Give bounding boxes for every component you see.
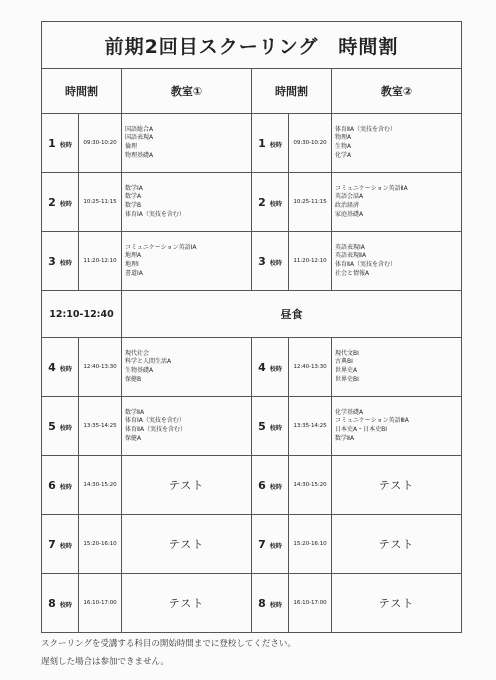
period-time: 09:30-10:20 bbox=[79, 114, 122, 173]
subject-item: コミュニケーション英語ⅢA bbox=[335, 417, 409, 425]
note-line-2: 遅刻した場合は参加できません。 bbox=[41, 657, 170, 667]
period-time: 10:25-11:15 bbox=[289, 173, 332, 232]
header-room-1: 教室① bbox=[122, 69, 252, 114]
subject-list-right bbox=[332, 173, 462, 232]
period-row bbox=[42, 515, 462, 574]
period-time: 12:40-13:30 bbox=[79, 338, 122, 397]
period-suffix: 校時 bbox=[59, 483, 72, 491]
page-title: 前期2回目スクーリング 時間割 bbox=[42, 22, 462, 69]
period-number-value: 2 bbox=[258, 195, 266, 209]
test-label-left: テスト bbox=[122, 574, 252, 633]
subject-list-right bbox=[332, 114, 462, 173]
subject-item: 化学A bbox=[335, 151, 352, 159]
subject-item: 保健A bbox=[125, 434, 142, 442]
subject-item: 体育ⅡA（実技を含む） bbox=[335, 261, 397, 268]
subject-list-left bbox=[122, 232, 252, 291]
period-time: 13:35-14:25 bbox=[289, 397, 332, 456]
period-suffix: 校時 bbox=[269, 542, 282, 550]
subject-item: コミュニケーション英語ⅡA bbox=[335, 184, 408, 192]
subject-item: 書道ⅠA bbox=[125, 269, 143, 277]
period-suffix: 校時 bbox=[269, 424, 282, 432]
period-number-value: 1 bbox=[48, 136, 56, 150]
timetable bbox=[41, 21, 462, 633]
subject-item: 生物A bbox=[335, 143, 352, 150]
period-row bbox=[42, 173, 462, 232]
period-time: 13:35-14:25 bbox=[79, 397, 122, 456]
period-time: 15:20-16:10 bbox=[79, 515, 122, 574]
period-row bbox=[42, 397, 462, 456]
subject-item: 日本史A・日本史BⅠ bbox=[335, 426, 387, 433]
period-number bbox=[252, 456, 289, 515]
period-number-value: 6 bbox=[258, 478, 266, 492]
subject-item: 物理基礎A bbox=[125, 151, 154, 159]
period-time: 11:20-12:10 bbox=[289, 232, 332, 291]
period-time: 14:30-15:20 bbox=[289, 456, 332, 515]
subject-list-left bbox=[122, 114, 252, 173]
subject-list-right bbox=[332, 338, 462, 397]
header-time-left: 時間割 bbox=[42, 69, 122, 114]
period-time: 12:40-13:30 bbox=[289, 338, 332, 397]
test-label-left: テスト bbox=[122, 456, 252, 515]
subject-item: 英語会話A bbox=[335, 193, 364, 201]
period-row bbox=[42, 232, 462, 291]
period-number-value: 7 bbox=[258, 537, 266, 551]
subject-item: 政治経済 bbox=[335, 202, 360, 209]
subject-item: 古典BⅠ bbox=[335, 358, 353, 366]
subject-item: 数学A bbox=[125, 193, 142, 201]
note-line-1: スクーリングを受講する科目の開始時間までに登校してください。 bbox=[41, 639, 296, 649]
period-number-value: 8 bbox=[258, 596, 266, 610]
period-suffix: 校時 bbox=[59, 365, 72, 373]
period-time: 16:10-17:00 bbox=[289, 574, 332, 633]
period-number-value: 6 bbox=[48, 478, 56, 492]
period-time: 14:30-15:20 bbox=[79, 456, 122, 515]
period-number bbox=[42, 114, 79, 173]
period-number-value: 8 bbox=[48, 596, 56, 610]
subject-list-left bbox=[122, 397, 252, 456]
period-number bbox=[252, 515, 289, 574]
subject-item: 英語表現ⅡA bbox=[335, 252, 367, 260]
test-label-left: テスト bbox=[122, 515, 252, 574]
subject-item: 社会と情報A bbox=[335, 269, 370, 277]
period-number bbox=[42, 173, 79, 232]
subject-item: 体育ⅠA（実技を含む） bbox=[125, 210, 185, 218]
period-time: 15:20-16:10 bbox=[289, 515, 332, 574]
period-suffix: 校時 bbox=[59, 141, 72, 149]
subject-item: 英語表現ⅠA bbox=[335, 243, 365, 251]
subject-item: 世界史A bbox=[335, 367, 358, 374]
subject-item: 保健B bbox=[125, 375, 142, 383]
subject-item: 地理Ⅰ bbox=[125, 261, 139, 268]
period-number bbox=[252, 232, 289, 291]
subject-item: 倫理 bbox=[125, 143, 138, 150]
period-row bbox=[42, 114, 462, 173]
subject-list-right bbox=[332, 232, 462, 291]
lunch-time: 12:10-12:40 bbox=[42, 291, 122, 338]
subject-item: 体育ⅠA（実技を含む） bbox=[125, 417, 185, 425]
subject-item: 家庭基礎A bbox=[335, 210, 364, 218]
subject-item: 地理A bbox=[125, 252, 142, 260]
period-row bbox=[42, 456, 462, 515]
period-suffix: 校時 bbox=[269, 200, 282, 208]
period-suffix: 校時 bbox=[59, 601, 72, 609]
period-number-value: 1 bbox=[258, 136, 266, 150]
period-row bbox=[42, 574, 462, 633]
period-time: 11:20-12:10 bbox=[79, 232, 122, 291]
period-number-value: 5 bbox=[258, 419, 266, 433]
header-room-2: 教室② bbox=[332, 69, 462, 114]
test-label-right: テスト bbox=[332, 574, 462, 633]
subject-item: 現代文BⅠ bbox=[335, 349, 359, 357]
period-suffix: 校時 bbox=[269, 601, 282, 609]
period-row bbox=[42, 338, 462, 397]
period-number bbox=[252, 338, 289, 397]
subject-list-left bbox=[122, 338, 252, 397]
test-label-right: テスト bbox=[332, 515, 462, 574]
period-number-value: 3 bbox=[48, 254, 56, 268]
subject-item: 数学ⅠA bbox=[125, 184, 143, 192]
subject-item: 数学B bbox=[125, 202, 142, 209]
period-number bbox=[42, 338, 79, 397]
period-suffix: 校時 bbox=[59, 200, 72, 208]
period-suffix: 校時 bbox=[269, 483, 282, 491]
subject-item: 国語表現A bbox=[125, 134, 154, 142]
period-number bbox=[42, 574, 79, 633]
period-suffix: 校時 bbox=[59, 259, 72, 267]
subject-item: 世界史BⅠ bbox=[335, 375, 359, 383]
period-number bbox=[42, 232, 79, 291]
subject-item: 化学基礎A bbox=[335, 408, 364, 416]
subject-item: 体育ⅡA（実技を含む） bbox=[125, 426, 187, 433]
period-suffix: 校時 bbox=[269, 259, 282, 267]
period-number-value: 3 bbox=[258, 254, 266, 268]
subject-item: 現代社会 bbox=[125, 349, 150, 357]
period-time: 10:25-11:15 bbox=[79, 173, 122, 232]
subject-list-right bbox=[332, 397, 462, 456]
period-time: 16:10-17:00 bbox=[79, 574, 122, 633]
period-number-value: 4 bbox=[48, 360, 56, 374]
period-number-value: 2 bbox=[48, 195, 56, 209]
subject-item: 数学ⅡA bbox=[335, 434, 355, 442]
period-number bbox=[42, 515, 79, 574]
subject-item: 国語総合A bbox=[125, 125, 154, 133]
period-number bbox=[252, 173, 289, 232]
lunch-label: 昼食 bbox=[122, 291, 462, 338]
period-time: 09:30-10:20 bbox=[289, 114, 332, 173]
test-label-right: テスト bbox=[332, 456, 462, 515]
period-suffix: 校時 bbox=[59, 424, 72, 432]
subject-item: 生物基礎A bbox=[125, 367, 154, 374]
lunch-row bbox=[42, 291, 462, 338]
header-time-right: 時間割 bbox=[252, 69, 332, 114]
subject-list-left bbox=[122, 173, 252, 232]
period-number bbox=[252, 397, 289, 456]
subject-item: 体育ⅡA（実技を含む） bbox=[335, 125, 397, 133]
period-suffix: 校時 bbox=[269, 141, 282, 149]
period-number-value: 4 bbox=[258, 360, 266, 374]
subject-item: コミュニケーション英語ⅠA bbox=[125, 243, 197, 251]
subject-item: 数学ⅡA bbox=[125, 408, 145, 416]
subject-item: 科学と人間生活A bbox=[125, 358, 172, 366]
subject-item: 物理A bbox=[335, 134, 352, 142]
period-suffix: 校時 bbox=[269, 365, 282, 373]
period-number bbox=[252, 574, 289, 633]
period-number bbox=[42, 397, 79, 456]
period-suffix: 校時 bbox=[59, 542, 72, 550]
period-number bbox=[42, 456, 79, 515]
period-number bbox=[252, 114, 289, 173]
period-number-value: 7 bbox=[48, 537, 56, 551]
period-number-value: 5 bbox=[48, 419, 56, 433]
